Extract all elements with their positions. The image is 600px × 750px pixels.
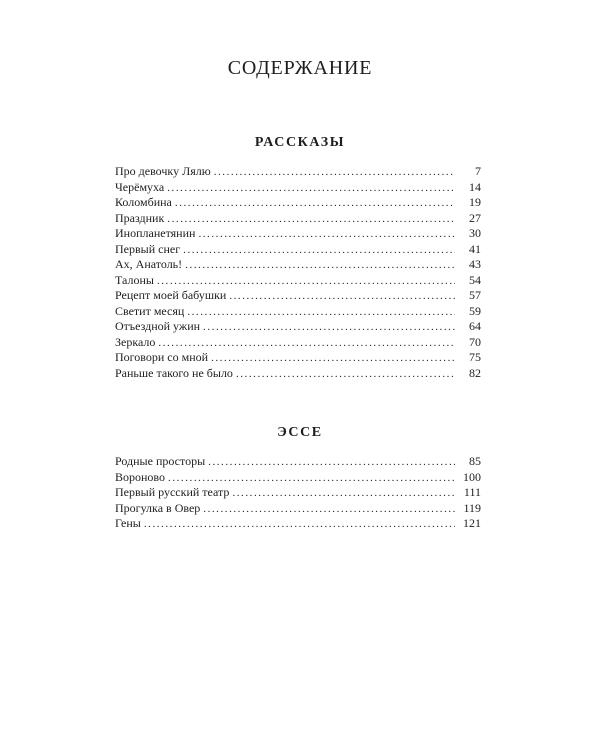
toc-dot-leader bbox=[168, 470, 455, 486]
toc-page-number: 43 bbox=[469, 257, 481, 271]
toc-dot-leader bbox=[157, 273, 455, 289]
toc-entry-title: Гены bbox=[115, 516, 141, 530]
toc-entry-title: Первый русский театр bbox=[115, 485, 230, 499]
toc-entry-title: Прогулка в Овер bbox=[115, 500, 201, 515]
toc-dot-leader bbox=[144, 516, 455, 532]
toc-entry-title: Поговори со мной bbox=[115, 350, 209, 364]
toc-page-number: 75 bbox=[469, 350, 481, 364]
toc-page-number: 85 bbox=[469, 454, 481, 468]
toc-entry-title: Коломбина bbox=[115, 195, 172, 209]
toc-entry bbox=[115, 304, 481, 320]
toc-page-number: 59 bbox=[469, 303, 481, 318]
toc-page-number: 119 bbox=[463, 500, 481, 515]
toc-entry bbox=[115, 350, 481, 366]
toc-list-stories bbox=[115, 164, 481, 381]
toc-entry bbox=[115, 335, 481, 351]
toc-page-number: 100 bbox=[463, 469, 481, 484]
toc-page-number: 121 bbox=[463, 516, 481, 530]
toc-entry bbox=[115, 288, 481, 304]
toc-page-number: 19 bbox=[469, 195, 481, 209]
toc-page-number: 57 bbox=[469, 288, 481, 302]
toc-dot-leader bbox=[208, 454, 455, 470]
toc-dot-leader bbox=[229, 288, 455, 304]
toc-entry-title: Первый снег bbox=[115, 241, 181, 256]
toc-page-number: 27 bbox=[469, 210, 481, 225]
toc-entry-title: Зеркало bbox=[115, 334, 156, 349]
toc-entry bbox=[115, 273, 481, 289]
toc-page-number: 7 bbox=[475, 164, 481, 178]
toc-page-number: 41 bbox=[469, 241, 481, 256]
toc-entry bbox=[115, 470, 481, 486]
toc-entry bbox=[115, 242, 481, 258]
toc-entry-title: Светит месяц bbox=[115, 303, 185, 318]
toc-list-essays bbox=[115, 454, 481, 532]
toc-dot-leader bbox=[211, 350, 455, 366]
toc-entry bbox=[115, 454, 481, 470]
toc-entry-title: Рецепт моей бабушки bbox=[115, 288, 227, 302]
toc-entry-title: Черёмуха bbox=[115, 179, 165, 194]
toc-entry bbox=[115, 226, 481, 242]
toc-page-number: 111 bbox=[463, 485, 481, 499]
toc-dot-leader bbox=[203, 501, 455, 517]
toc-entry bbox=[115, 319, 481, 335]
toc-entry bbox=[115, 257, 481, 273]
toc-page-number: 14 bbox=[469, 179, 481, 194]
toc-entry bbox=[115, 195, 481, 211]
page-title: СОДЕРЖАНИЕ bbox=[227, 57, 373, 79]
toc-entry-title: Про девочку Лялю bbox=[115, 164, 211, 178]
toc-page-number: 70 bbox=[469, 334, 481, 349]
toc-dot-leader bbox=[158, 335, 455, 351]
toc-dot-leader bbox=[214, 164, 455, 180]
toc-entry bbox=[115, 485, 481, 501]
toc-entry bbox=[115, 366, 481, 382]
toc-entry bbox=[115, 516, 481, 532]
toc-page-number: 82 bbox=[469, 365, 481, 380]
section-heading-essays: ЭССЕ bbox=[277, 425, 323, 440]
toc-dot-leader bbox=[198, 226, 455, 242]
toc-entry-title: Ах, Анатоль! bbox=[115, 257, 183, 271]
toc-entry-title: Вороново bbox=[115, 469, 166, 484]
toc-dot-leader bbox=[167, 180, 455, 196]
toc-dot-leader bbox=[167, 211, 455, 227]
toc-entry bbox=[115, 211, 481, 227]
toc-page-number: 54 bbox=[469, 272, 481, 287]
toc-dot-leader bbox=[236, 366, 455, 382]
toc-entry bbox=[115, 180, 481, 196]
toc-dot-leader bbox=[175, 195, 455, 211]
toc-dot-leader bbox=[183, 242, 455, 258]
section-heading-stories: РАССКАЗЫ bbox=[254, 135, 346, 150]
toc-dot-leader bbox=[203, 319, 455, 335]
toc-dot-leader bbox=[187, 304, 455, 320]
toc-page-number: 64 bbox=[469, 319, 481, 333]
toc-entry bbox=[115, 501, 481, 517]
toc-entry-title: Праздник bbox=[115, 210, 165, 225]
toc-dot-leader bbox=[185, 257, 455, 273]
toc-entry-title: Инопланетянин bbox=[115, 226, 196, 240]
toc-entry-title: Раньше такого не было bbox=[115, 365, 233, 380]
toc-entry-title: Родные просторы bbox=[115, 454, 206, 468]
toc-dot-leader bbox=[232, 485, 455, 501]
toc-entry-title: Талоны bbox=[115, 272, 154, 287]
toc-page-number: 30 bbox=[469, 226, 481, 240]
toc-entry-title: Отъездной ужин bbox=[115, 319, 201, 333]
toc-entry bbox=[115, 164, 481, 180]
